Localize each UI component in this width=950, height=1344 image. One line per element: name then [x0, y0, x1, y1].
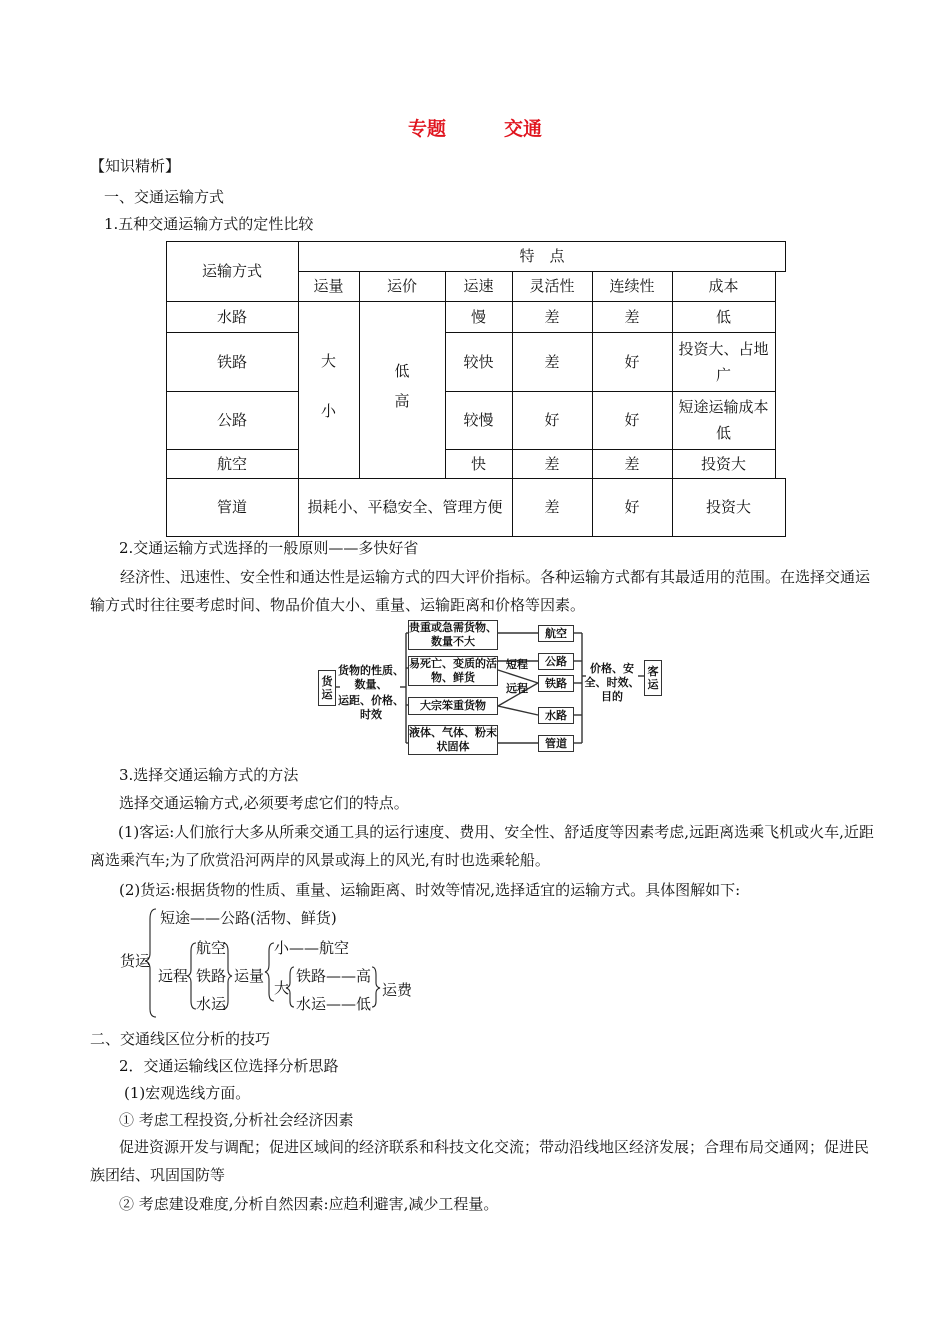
- col-volume: 运量: [313, 277, 344, 295]
- heading-principle: 2.交通运输方式选择的一般原则——多快好省: [119, 539, 419, 557]
- factor-text-1: 货物的性质、数量、: [338, 664, 404, 691]
- comparison-table: [166, 241, 786, 537]
- freight-brace-diagram: [116, 905, 436, 1023]
- title-left: 专题: [407, 118, 446, 140]
- label-short: 短程: [506, 658, 528, 671]
- cell-cont: 好: [624, 411, 640, 429]
- cell-speed: 快: [470, 454, 486, 473]
- goods-box-fluid: 液体、气体、粉末状固体: [409, 726, 497, 753]
- cell-cost: 投资大、占地广: [678, 339, 769, 384]
- price-high: 高: [394, 392, 410, 410]
- paragraph-freight: (2)货运:根据货物的性质、重量、运输距离、时效等情况,选择适宜的运输方式。具体图解如下:: [119, 881, 741, 899]
- cell-cont: 好: [624, 498, 640, 516]
- cell-cont: 差: [624, 307, 640, 326]
- cell-cost: 短途运输成本低: [678, 398, 769, 442]
- row-mode-pipeline: 管道: [216, 498, 247, 516]
- col-speed: 运速: [463, 277, 494, 295]
- heading-route-approach: 2．交通运输线区位选择分析思路: [119, 1057, 339, 1075]
- paragraph-socioeconomic: 促进资源开发与调配；促进区域间的经济联系和科技文化交流；带动沿线地区经济发展；合理布局交通网；促进民族团结、巩固国防等: [90, 1138, 870, 1184]
- paragraph-natural: ② 考虑建设难度,分析自然因素:应趋利避害,减少工程量。: [119, 1195, 499, 1213]
- cell-cont: 差: [624, 454, 640, 473]
- price-low: 低: [394, 362, 410, 380]
- col-price: 运价: [386, 277, 417, 295]
- passenger-factors: 价格、安全、时效、目的: [584, 662, 640, 703]
- brace-volume: 运量: [234, 967, 265, 985]
- cell-speed: 较快: [463, 352, 494, 371]
- page-title: [0, 114, 950, 141]
- brace-air: 航空: [196, 939, 227, 957]
- row-mode: 铁路: [216, 352, 247, 371]
- goods-box-perishable: 易死亡、变质的活物、鲜货: [409, 657, 497, 684]
- header-mode: 运输方式: [201, 262, 262, 280]
- cell-speed: 慢: [470, 307, 486, 326]
- paragraph-consider: 选择交通运输方式,必须要考虑它们的特点。: [119, 794, 409, 812]
- heading-comparison: 1.五种交通运输方式的定性比较: [104, 215, 314, 233]
- mode-box-road: 公路: [538, 653, 574, 670]
- pipeline-note: 损耗小、平稳安全、管理方便: [307, 498, 503, 516]
- paragraph-investment: ① 考虑工程投资,分析社会经济因素: [119, 1111, 354, 1129]
- col-flexibility: 灵活性: [529, 277, 575, 295]
- label-long: 远程: [506, 682, 528, 695]
- brace-water-low: 水运——低: [296, 995, 372, 1013]
- header-features: 特 点: [519, 247, 565, 265]
- cell-flex: 差: [544, 307, 560, 326]
- mode-box-water: 水路: [538, 707, 574, 724]
- brace-rail: 铁路: [196, 967, 227, 985]
- goods-box-valuable: 贵重或急需货物、数量不大: [409, 621, 497, 648]
- section-knowledge: 【知识精析】: [90, 157, 181, 175]
- cell-cost: 投资大: [705, 498, 751, 516]
- brace-short: 短途——公路(活物、鲜货): [160, 909, 337, 927]
- passenger-box: 客运: [644, 660, 662, 696]
- mode-box-air: 航空: [538, 625, 574, 642]
- heading-transport-modes: 一、交通运输方式: [104, 188, 225, 206]
- factor-text-2: 运距、价格、时效: [338, 694, 404, 721]
- cargo-box: 货运: [318, 670, 336, 706]
- paragraph-passenger: (1)客运:人们旅行大多从所乘交通工具的运行速度、费用、安全性、舒适度等因素考虑,远距离选乘飞机或火车,近距离选乘汽车;为了欣赏沿河两岸的风景或海上的风光,有时也选乘轮船。: [90, 823, 874, 869]
- cell-speed: 较慢: [463, 411, 494, 429]
- brace-rail-high: 铁路——高: [296, 967, 372, 985]
- row-mode: 公路: [216, 411, 247, 429]
- title-right: 交通: [504, 118, 543, 140]
- brace-water: 水运: [196, 995, 227, 1013]
- paragraph-indicators: 经济性、迅速性、安全性和通达性是运输方式的四大评价指标。各种运输方式都有其最适用的范围。在选择交通运输方式时往往要考虑时间、物品价值大小、重量、运输距离和价格等因素。: [90, 568, 871, 614]
- cell-flex: 差: [544, 498, 560, 516]
- cell-cont: 好: [624, 352, 640, 371]
- brace-small: 小——航空: [274, 939, 350, 957]
- heading-method: 3.选择交通运输方式的方法: [119, 766, 299, 784]
- heading-route-analysis: 二、交通线区位分析的技巧: [90, 1030, 271, 1048]
- row-mode: 航空: [216, 454, 247, 473]
- brace-long: 远程: [158, 967, 189, 985]
- brace-big: 大: [274, 979, 290, 997]
- goods-box-bulk: 大宗笨重货物: [408, 697, 498, 715]
- volume-big: 大: [320, 352, 336, 370]
- mode-box-rail: 铁路: [538, 675, 574, 692]
- cell-cost: 低: [715, 307, 731, 326]
- cell-flex: 差: [544, 454, 560, 473]
- brace-fare: 运费: [382, 981, 413, 999]
- transport-selection-diagram: [316, 618, 668, 756]
- volume-small: 小: [320, 402, 336, 420]
- col-cost: 成本: [708, 277, 739, 295]
- cell-cost: 投资大: [700, 454, 746, 473]
- col-continuity: 连续性: [609, 277, 655, 295]
- paragraph-macro: (1)宏观选线方面。: [124, 1084, 251, 1102]
- cell-flex: 好: [544, 411, 560, 429]
- cell-flex: 差: [544, 352, 560, 371]
- brace-root: 货运: [120, 952, 151, 970]
- row-mode: 水路: [216, 307, 247, 326]
- mode-box-pipeline: 管道: [538, 735, 574, 752]
